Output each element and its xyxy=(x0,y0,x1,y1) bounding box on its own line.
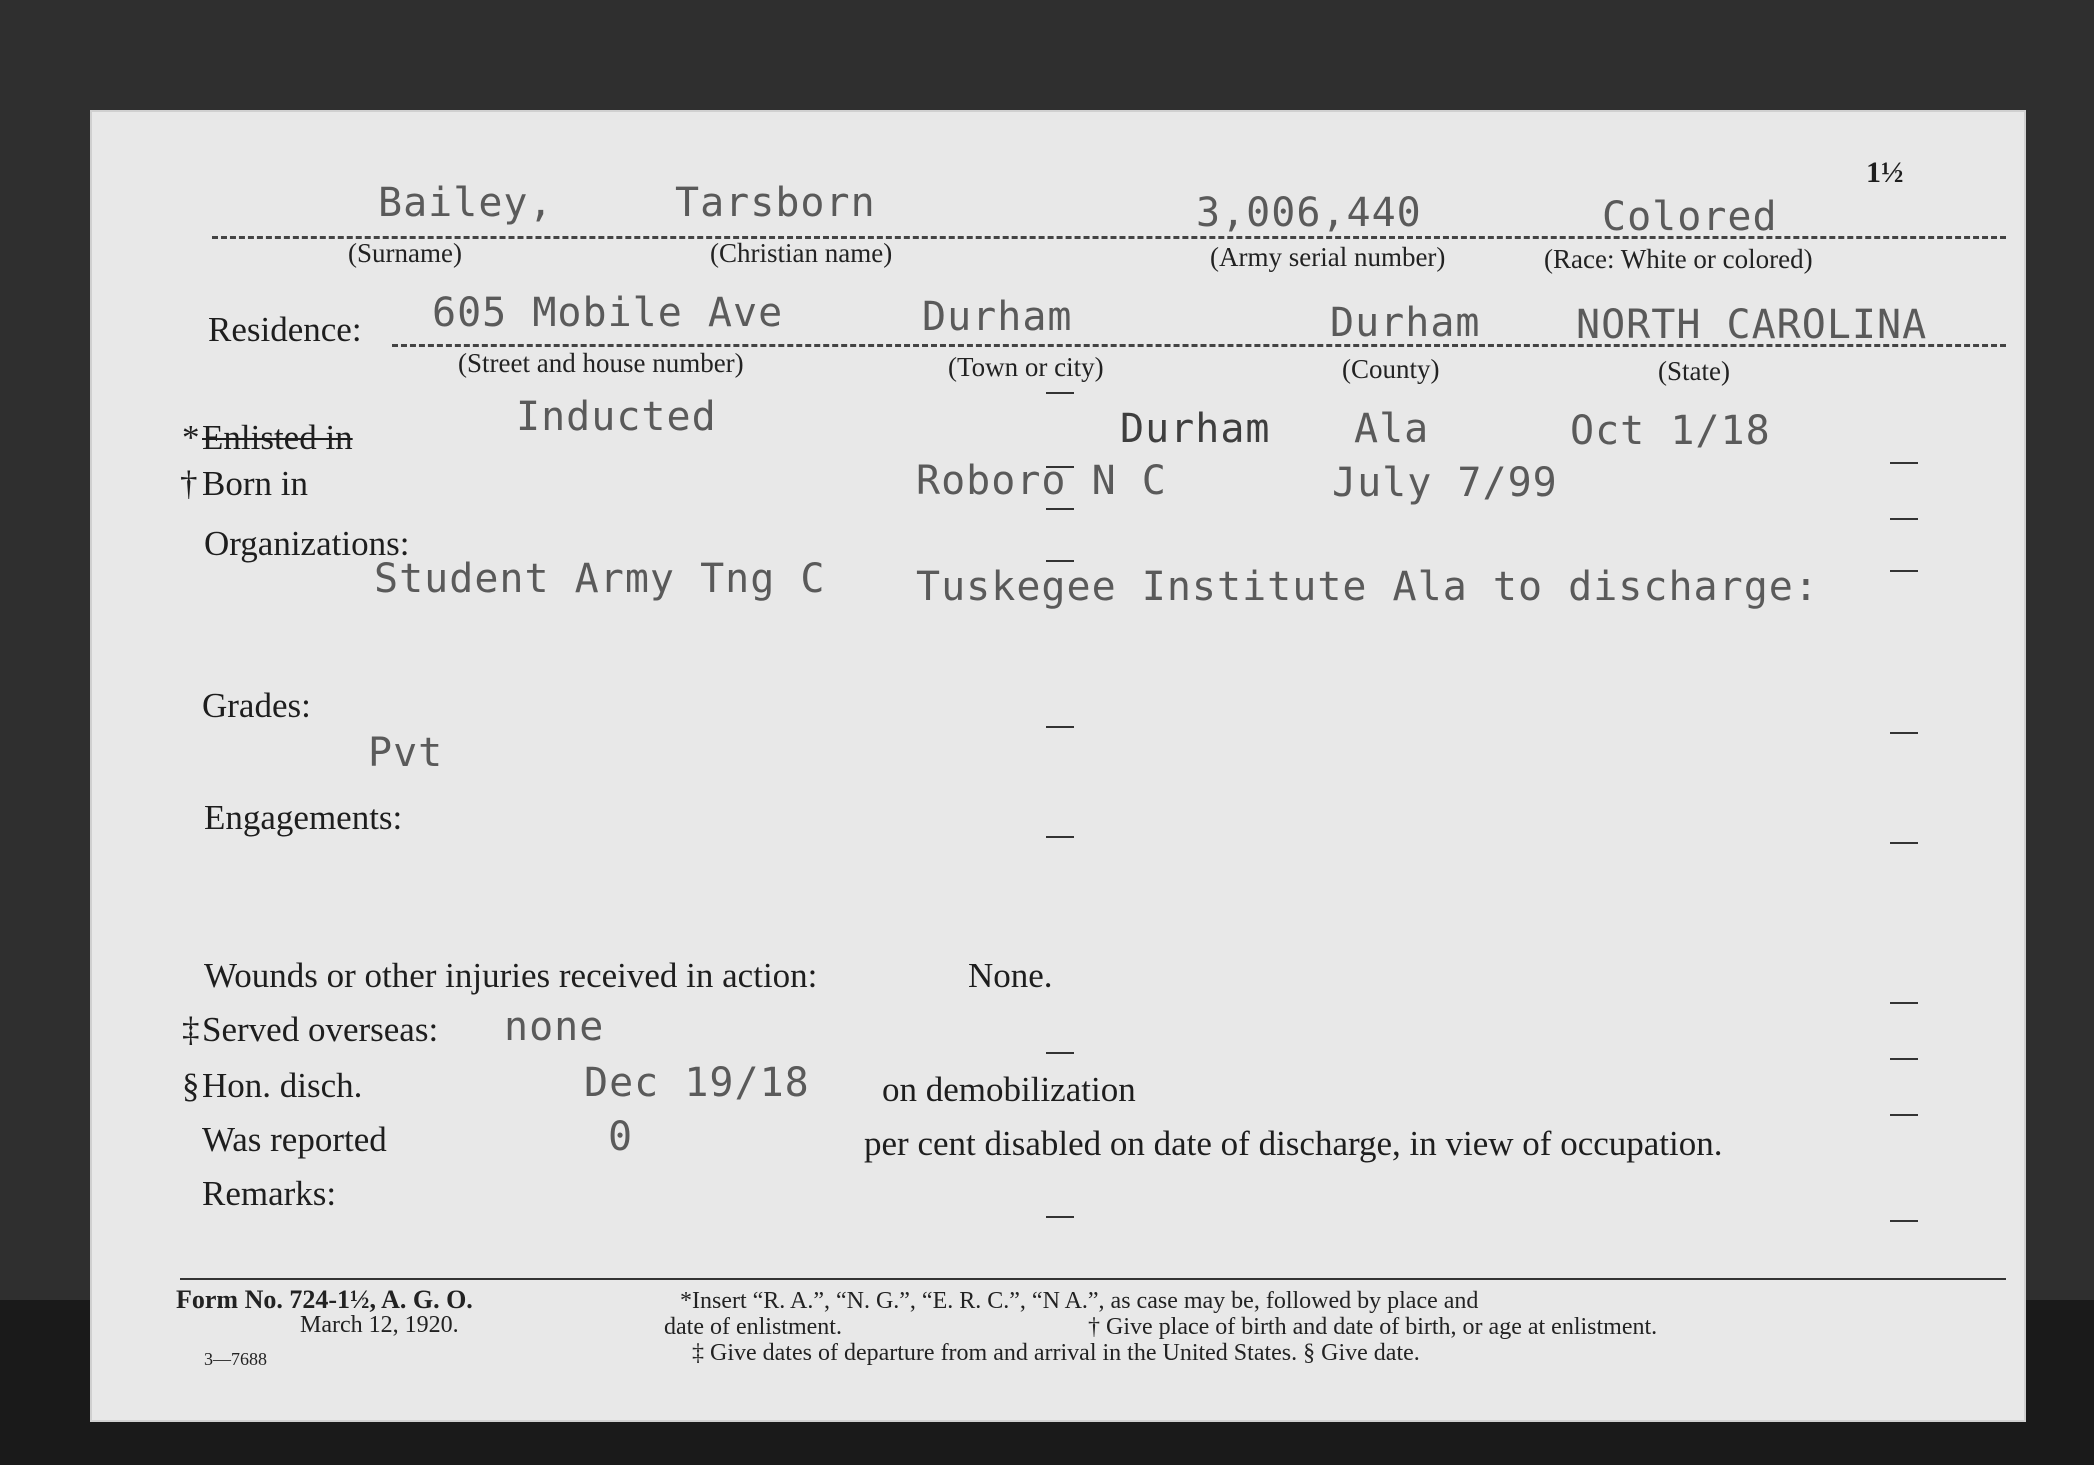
form-date: March 12, 1920. xyxy=(300,1312,459,1338)
residence-label: Residence: xyxy=(208,310,362,349)
state-caption: (State) xyxy=(1658,356,1730,386)
service-record-card xyxy=(90,110,2026,1422)
wounds-label: Wounds or other injuries received in action: xyxy=(204,956,818,995)
christian-name-caption: (Christian name) xyxy=(710,238,893,268)
race-caption: (Race: White or colored) xyxy=(1544,244,1813,274)
discharge-date-value: Dec 19/18 xyxy=(584,1060,810,1106)
serial-caption: (Army serial number) xyxy=(1210,242,1446,272)
enlisted-state-value: Ala xyxy=(1354,406,1430,452)
right-tick xyxy=(1890,1220,1918,1222)
residence-line xyxy=(392,344,2006,347)
remarks-label: Remarks: xyxy=(202,1174,337,1213)
county-value: Durham xyxy=(1330,300,1481,346)
overseas-label: Served overseas: xyxy=(202,1010,439,1049)
born-label: Born in xyxy=(202,464,308,503)
born-date-value: July 7/99 xyxy=(1332,460,1558,506)
organization-value-1: Student Army Tng C xyxy=(374,556,826,602)
center-tick xyxy=(1046,508,1074,510)
grades-label: Grades: xyxy=(202,686,311,725)
reported-label: Was reported xyxy=(202,1120,387,1159)
reported-value: 0 xyxy=(608,1114,634,1160)
enlisted-place-value: Durham xyxy=(1120,406,1271,452)
state-value: NORTH CAROLINA xyxy=(1576,302,1928,348)
county-caption: (County) xyxy=(1342,354,1440,384)
footnote-overseas: ‡ Give dates of departure from and arrival in the United States. § Give date. xyxy=(692,1340,1420,1366)
center-tick xyxy=(1046,560,1074,562)
footnote-enlistment: *Insert “R. A.”, “N. G.”, “E. R. C.”, “N A.”, as case may be, followed by place and xyxy=(680,1288,1479,1314)
discharge-reason: on demobilization xyxy=(882,1070,1136,1109)
right-tick xyxy=(1890,842,1918,844)
corner-mark: 1½ xyxy=(1866,156,1904,189)
surname-value: Bailey, xyxy=(378,180,554,226)
center-tick xyxy=(1046,726,1074,728)
enlisted-label: Enlisted in xyxy=(202,418,353,457)
town-caption: (Town or city) xyxy=(948,352,1104,382)
right-tick xyxy=(1890,462,1918,464)
enlisted-date-value: Oct 1/18 xyxy=(1570,408,1771,454)
discharge-label: Hon. disch. xyxy=(202,1066,363,1105)
footnote-enlistment-cont: date of enlistment. xyxy=(664,1314,842,1340)
town-value: Durham xyxy=(922,294,1073,340)
right-tick xyxy=(1890,518,1918,520)
wounds-value: None. xyxy=(968,956,1053,995)
reported-text: per cent disabled on date of discharge, in view of occupation. xyxy=(864,1124,1723,1163)
center-tick xyxy=(1046,392,1074,394)
enlisted-marker: * xyxy=(182,418,200,457)
surname-caption: (Surname) xyxy=(348,238,462,268)
right-tick xyxy=(1890,1002,1918,1004)
born-marker: † xyxy=(180,464,198,503)
right-tick xyxy=(1890,1114,1918,1116)
right-tick xyxy=(1890,1058,1918,1060)
overseas-value: none xyxy=(504,1004,605,1050)
street-caption: (Street and house number) xyxy=(458,348,744,378)
center-tick xyxy=(1046,1052,1074,1054)
footnote-birth: † Give place of birth and date of birth, or age at enlistment. xyxy=(1088,1314,1658,1340)
form-number: Form No. 724-1½, A. G. O. xyxy=(176,1285,473,1314)
organizations-label: Organizations: xyxy=(204,524,410,563)
center-tick xyxy=(1046,836,1074,838)
right-tick xyxy=(1890,732,1918,734)
enlisted-type-value: Inducted xyxy=(516,394,717,440)
right-tick xyxy=(1890,570,1918,572)
serial-number-value: 3,006,440 xyxy=(1196,190,1422,236)
discharge-marker: § xyxy=(182,1066,200,1105)
engagements-label: Engagements: xyxy=(204,798,403,837)
race-value: Colored xyxy=(1602,194,1778,240)
organization-value-2: Tuskegee Institute Ala to discharge: xyxy=(916,564,1819,610)
street-value: 605 Mobile Ave xyxy=(432,290,784,336)
christian-name-value: Tarsborn xyxy=(675,180,876,226)
print-code: 3—7688 xyxy=(204,1349,267,1369)
overseas-marker: ‡ xyxy=(182,1010,200,1049)
grade-value: Pvt xyxy=(368,730,444,776)
center-tick xyxy=(1046,1216,1074,1218)
footer-rule xyxy=(180,1278,2006,1280)
header-line xyxy=(212,236,2006,239)
born-place-value: Roboro N C xyxy=(916,458,1167,504)
center-tick xyxy=(1046,466,1074,468)
